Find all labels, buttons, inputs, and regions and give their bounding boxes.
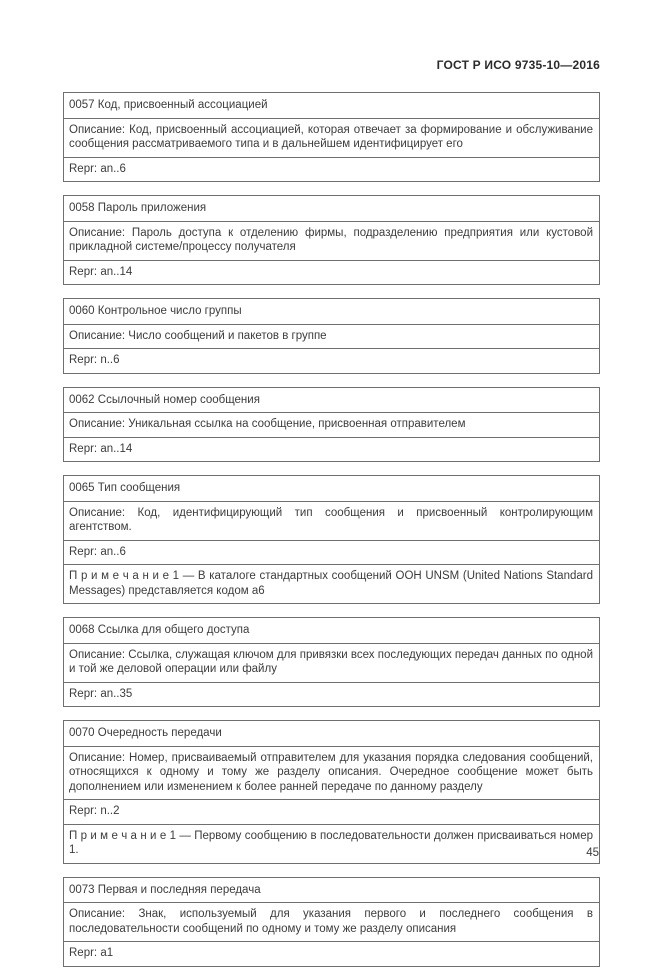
data-element-table-0057 [63,92,600,182]
data-element-table-0062 [63,387,600,463]
data-element-table-0073 [63,877,600,967]
element-code-title: 0070 Очередность передачи [69,727,222,739]
element-repr: Repr: n..2 [64,799,599,824]
element-note: П р и м е ч а н и е 1 — Первому сообщению в последовательности должен присваиваться номер 1. [64,824,599,863]
element-code-title: 0068 Ссылка для общего доступа [69,624,250,636]
element-code-title: 0058 Пароль приложения [69,202,207,214]
data-element-table-0070 [63,720,600,864]
element-repr: Repr: an..6 [64,157,599,182]
data-element-table-0068 [63,617,600,707]
element-repr: Repr: an..35 [64,682,599,707]
element-description: Описание: Число сообщений и пакетов в группе [64,324,599,349]
element-note: П р и м е ч а н и е 1 — В каталоге стандартных сообщений ООН UNSM (United Nations Standard Messages) представляется кодом а6 [64,564,599,603]
element-repr: Repr: an..14 [64,260,599,285]
data-element-table-0060 [63,298,600,374]
doc-header-standard-number: ГОСТ Р ИСО 9735-10—2016 [436,58,600,72]
element-repr: Repr: an..6 [64,540,599,565]
element-repr: Repr: an..14 [64,437,599,462]
element-code-title: 0065 Тип сообщения [69,482,181,494]
data-element-table-0065 [63,475,600,604]
page-number: 45 [586,847,599,859]
data-element-table-0058 [63,195,600,285]
element-repr: Repr: a1 [64,941,599,966]
element-code-title: 0062 Ссылочный номер сообщения [69,393,260,406]
element-repr: Repr: n..6 [64,348,599,373]
data-elements-list [63,92,600,980]
element-description: Описание: Знак, используемый для указания первого и последнего сообщения в последовательности сообщений по одному и тому же разделу описания [64,902,599,941]
element-code-title: 0073 Первая и последняя передача [69,883,261,896]
element-description: Описание: Код, присвоенный ассоциацией, которая отвечает за формирование и обслуживание сообщения рассматриваемого типа и в дальнейшем идентифицирует его [64,118,599,157]
element-description: Описание: Уникальная ссылка на сообщение, присвоенная отправителем [64,412,599,437]
element-code-title: 0060 Контрольное число группы [69,305,242,317]
element-description: Описание: Пароль доступа к отделению фирмы, подразделению предприятия или кустовой прикладной системе/процессу получателя [64,221,599,260]
element-description: Описание: Код, идентифицирующий тип сообщения и присвоенный контролирующим агентством. [64,501,599,540]
element-description: Описание: Ссылка, служащая ключом для привязки всех последующих передач данных по одной и той же деловой операции или файлу [64,643,599,682]
element-description: Описание: Номер, присваиваемый отправителем для указания порядка следования сообщений, относящихся к одному и тому же разделу описания. Очередное сообщение может быть дополнением или изменением к более ранней передаче по данному разделу [64,746,599,800]
element-code-title: 0057 Код, присвоенный ассоциацией [69,99,268,111]
